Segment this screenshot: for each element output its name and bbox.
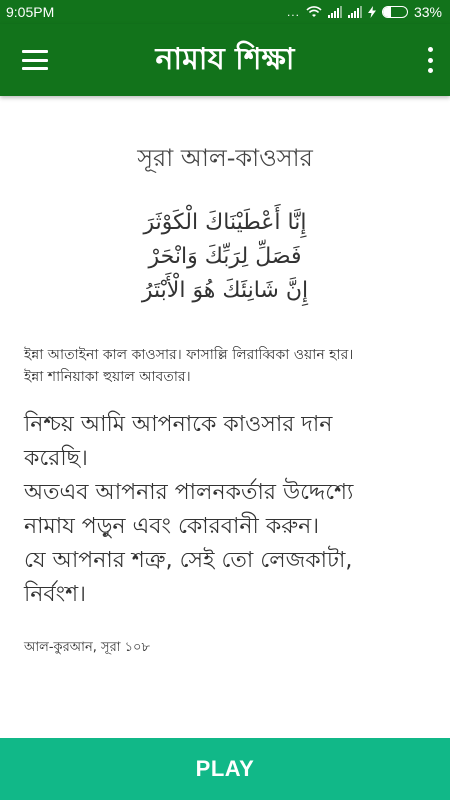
meaning-line: নিশ্চয় আমি আপনাকে কাওসার দান bbox=[24, 412, 333, 437]
transliteration-text bbox=[24, 344, 426, 388]
meaning-line: অতএব আপনার পালনকর্তার উদ্দেশ্যে bbox=[24, 480, 354, 505]
wifi-icon bbox=[306, 6, 322, 18]
meaning-line: করেছি। bbox=[24, 446, 88, 471]
meaning-line: নির্বংশ। bbox=[24, 582, 87, 607]
play-button[interactable]: PLAY bbox=[0, 738, 450, 800]
meaning-text bbox=[24, 408, 426, 612]
signal-icon-2 bbox=[348, 6, 362, 18]
status-bar bbox=[0, 0, 450, 24]
transliteration-line: ইন্না শানিয়াকা হুয়াল আবতার। bbox=[24, 369, 191, 385]
battery-icon bbox=[382, 6, 408, 18]
arabic-line: فَصَلِّ لِرَبِّكَ وَانْحَرْ bbox=[148, 244, 302, 269]
sura-reference: আল-কুরআন, সূরা ১০৮ bbox=[24, 640, 150, 655]
app-bar bbox=[0, 24, 450, 96]
sura-title: সূরা আল-কাওসার bbox=[137, 144, 313, 172]
meaning-line: নামায পড়ুন এবং কোরবানী করুন। bbox=[24, 514, 320, 539]
transliteration-line: ইন্না আতাইনা কাল কাওসার। ফাসাল্লি লিরাব্বিকা ওয়ান হার। bbox=[24, 347, 354, 363]
charging-icon bbox=[368, 6, 376, 18]
arabic-line: إِنَّا أَعْطَيْنَاكَ الْكَوْثَرَ bbox=[143, 210, 307, 235]
arabic-text bbox=[24, 206, 426, 308]
status-icons bbox=[287, 4, 442, 20]
signal-icon-1 bbox=[328, 6, 342, 18]
app-title: নামায শিক্ষা bbox=[155, 41, 295, 77]
battery-fill bbox=[383, 7, 391, 17]
more-options-icon[interactable] bbox=[424, 47, 436, 73]
arabic-line: إِنَّ شَانِئَكَ هُوَ الْأَبْتَرُ bbox=[141, 278, 309, 303]
sura-content bbox=[0, 96, 450, 737]
notification-dots: ... bbox=[286, 5, 300, 19]
battery-percent: 33% bbox=[413, 4, 442, 20]
hamburger-menu-icon[interactable] bbox=[22, 50, 48, 70]
meaning-line: যে আপনার শত্রু, সেই তো লেজকাটা, bbox=[24, 548, 353, 573]
status-time: 9:05PM bbox=[6, 4, 55, 20]
